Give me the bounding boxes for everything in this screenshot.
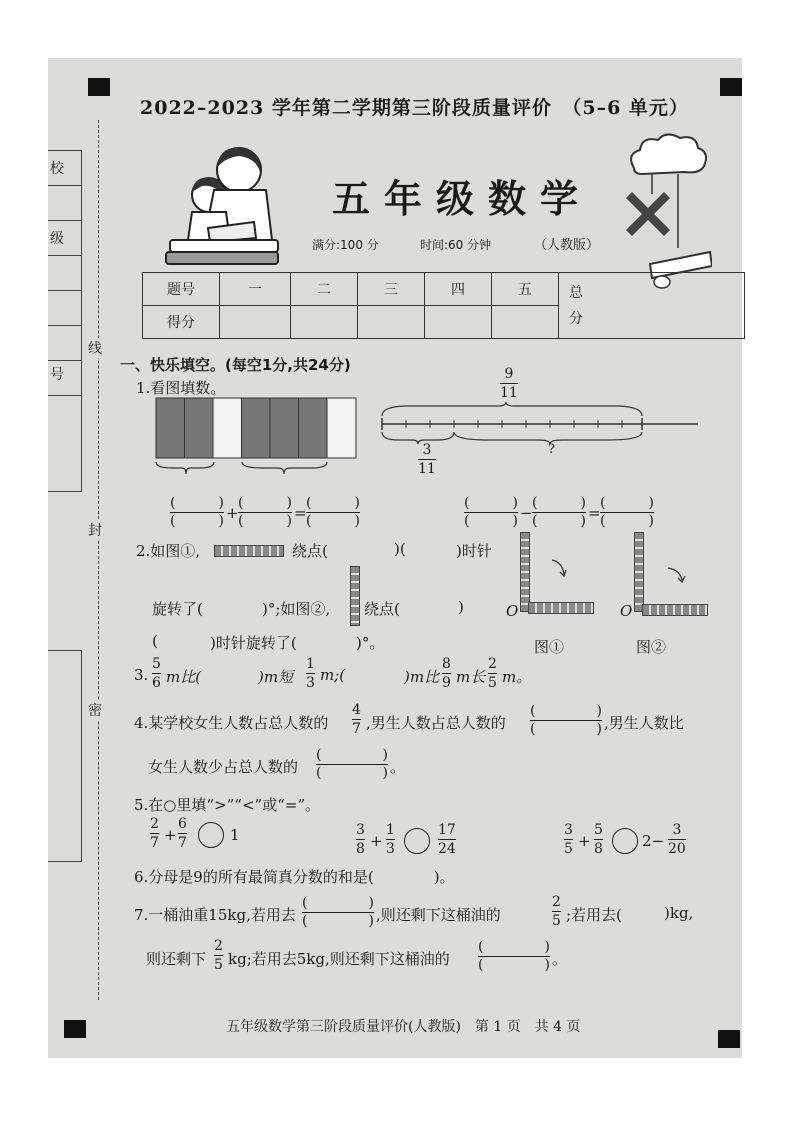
score-cell[interactable] [492,306,559,339]
q3-text: m长 [456,668,486,686]
col-3: 三 [358,273,425,306]
student-info-box-lower [48,650,82,862]
q2-text: )°;如图②, [262,600,331,618]
q1-equals: = [294,504,307,522]
q1-bottom-fraction: 3 11 [418,442,436,477]
q3-text: )m比 [404,668,440,686]
q3-text: m。 [502,668,532,686]
figure-2-caption: 图② [636,638,667,656]
q7-text: ;若用去( [566,906,622,924]
q1-equals: = [588,504,601,522]
q5-rhs: 2− [642,832,665,850]
registration-mark [718,1030,740,1048]
q3-text: )m短 [258,668,294,686]
q5-fraction: 3 5 [564,822,573,857]
compare-circle[interactable] [404,828,430,854]
q1-blank-fraction[interactable]: ( ) ( ) [238,495,292,529]
q4-text: 。 [390,758,406,776]
q1-bar-figure [152,396,360,480]
registration-mark [88,78,110,96]
registration-mark [720,78,742,96]
stick-figure-icon [214,545,284,557]
col-4: 四 [425,273,492,306]
q7-text: )kg, [664,904,694,922]
q3-text: m比( [166,668,202,686]
figure-2-horizontal-stick [642,604,708,616]
rotation-arrow-icon [666,564,688,586]
q4-text: 女生人数少占总人数的 [148,758,299,776]
q2-text: 绕点( [364,600,400,618]
side-label-number: 号 [50,367,64,383]
seal-label-line: 线 [88,338,102,358]
q3-fraction: 5 6 [152,656,161,691]
q7-text: 7.一桶油重15kg,若用去 [134,906,296,924]
q7-text: ,则还剩下这桶油的 [376,906,501,924]
q3-fraction: 8 9 [442,656,451,691]
side-label-class: 级 [50,231,64,247]
q1-number-line [378,402,704,444]
q2-text: )时针旋转了( [210,634,297,652]
q5-fraction: 17 24 [438,822,456,857]
exam-header: 2022–2023 学年第二学期第三阶段质量评价 （5–6 单元） [140,97,689,119]
q3-number: 3. [134,666,149,684]
student-info-box [48,150,82,492]
q3-text: m;( [320,666,346,684]
score-cell[interactable] [220,306,291,339]
q5-fraction: 3 8 [356,822,365,857]
q2-text: 2.如图①, [136,542,201,560]
rotation-arrow-icon [550,556,570,578]
score-table [142,272,745,339]
stick-figure-icon [350,566,360,626]
q5-fraction: 2 7 [150,816,159,851]
q4-fraction: 4 7 [352,702,361,737]
score-cell[interactable] [358,306,425,339]
q4-text: ,男生人数比 [604,714,684,732]
q2-text: 绕点( [292,542,328,560]
side-label-school: 校 [50,161,64,177]
q5-fraction: 3 20 [668,822,686,857]
q7-fraction: 2 5 [552,894,561,929]
figure-1-horizontal-stick [528,602,594,614]
q5-plus: + [370,832,383,850]
time-limit: 时间:60 分钟 [420,238,492,252]
q1-blank-fraction[interactable]: ( ) ( ) [600,495,654,529]
q4-text: ,男生人数占总人数的 [366,714,506,732]
compare-circle[interactable] [612,828,638,854]
q4-blank-fraction[interactable]: ( ) ( ) [316,747,388,781]
col-2: 二 [291,273,358,306]
q2-text: )时针 [456,542,492,560]
q1-blank-fraction[interactable]: ( ) ( ) [464,495,518,529]
figure-1-caption: 图① [534,638,565,656]
seal-line [98,120,99,1000]
q7-text: kg;若用去5kg,则还剩下这桶油的 [228,950,450,968]
q7-fraction: 2 5 [214,938,223,973]
q1-blank-fraction[interactable]: ( ) ( ) [170,495,224,529]
q7-blank-fraction[interactable]: ( ) ( ) [302,895,374,929]
full-marks: 满分:100 分 [312,238,379,252]
seal-label-seal: 封 [88,520,102,540]
figure-1-vertical-stick [520,532,530,612]
q7-text: 则还剩下 [146,950,207,968]
q7-blank-fraction[interactable]: ( ) ( ) [478,939,550,973]
main-title: 五年级数学 [332,177,593,221]
children-reading-illustration [164,140,282,270]
q5-fraction: 1 3 [386,822,395,857]
q5-title: 5.在○里填“>”“<”或“=”。 [134,796,321,814]
compare-circle[interactable] [198,822,224,848]
registration-mark [64,1020,86,1038]
figure-2-point-o: O [620,602,633,620]
q1-blank-fraction[interactable]: ( ) ( ) [532,495,586,529]
q2-text: )°。 [356,634,385,652]
row-label-question: 题号 [143,273,220,306]
score-cell[interactable] [425,306,492,339]
page-footer: 五年级数学第三阶段质量评价(人教版) 第 1 页 共 4 页 [226,1019,581,1035]
col-1: 一 [220,273,291,306]
q2-text: ) [458,598,464,616]
q1-label: 1.看图填数。 [136,379,226,397]
edition: （人教版） [534,238,600,253]
q2-text: ( [152,632,158,650]
q2-text: )( [394,540,406,558]
q1-question-mark: ? [548,442,555,457]
q5-plus: + [578,832,591,850]
q5-rhs: 1 [230,826,240,844]
q1-blank-fraction[interactable]: ( ) ( ) [306,495,360,529]
q2-text: 旋转了( [152,600,203,618]
q1-plus: + [226,504,239,522]
figure-2-vertical-stick [634,532,644,612]
q6-text: 6.分母是9的所有最简真分数的和是( )。 [134,868,455,886]
q3-fraction: 2 5 [488,656,497,691]
q5-fraction: 6 7 [178,816,187,851]
total-cell: 总 分 [559,273,745,339]
q4-text: 4.某学校女生人数占总人数的 [134,714,329,732]
q1-top-fraction: 9 11 [500,366,518,401]
q5-fraction: 5 8 [594,822,603,857]
figure-1-point-o: O [506,602,519,620]
row-label-score: 得分 [143,306,220,339]
q5-plus: + [164,826,177,844]
seal-label-secret: 密 [88,700,102,720]
q3-fraction: 1 3 [306,656,315,691]
section-1-title: 一、快乐填空。(每空1分,共24分) [120,356,351,374]
q7-text: 。 [552,950,568,968]
col-5: 五 [492,273,559,306]
q4-blank-fraction[interactable]: ( ) ( ) [530,703,602,737]
score-cell[interactable] [291,306,358,339]
q1-minus: − [520,504,533,522]
